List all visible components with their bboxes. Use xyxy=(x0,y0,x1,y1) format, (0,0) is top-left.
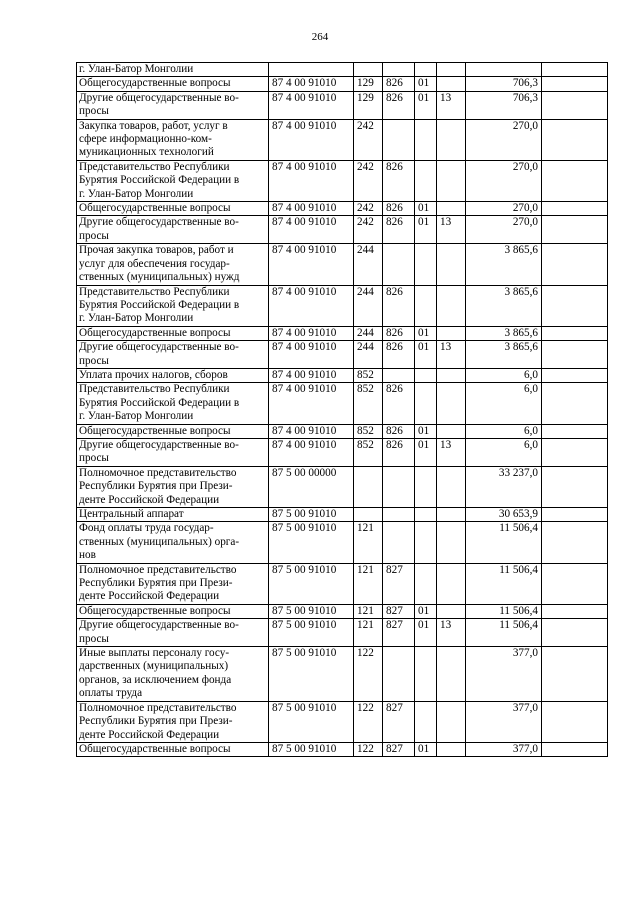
cell-amount: 6,0 xyxy=(466,438,542,466)
cell-amount: 3 865,6 xyxy=(466,285,542,326)
cell-grbs: 827 xyxy=(383,742,415,756)
cell-target-article: 87 5 00 91010 xyxy=(269,647,354,702)
table-row xyxy=(77,63,608,77)
cell-expense-type: 129 xyxy=(354,91,383,119)
cell-section: 01 xyxy=(415,202,437,216)
cell-grbs: 827 xyxy=(383,619,415,647)
cell-subsection: 13 xyxy=(437,438,466,466)
cell-section: 01 xyxy=(415,438,437,466)
cell-expense-type: 129 xyxy=(354,77,383,91)
cell-amount: 11 506,4 xyxy=(466,522,542,563)
cell-empty xyxy=(542,508,608,522)
cell-section xyxy=(415,466,437,507)
cell-name: Другие общегосударственные во- просы xyxy=(77,341,269,369)
cell-name: Полномочное представительство Республики Бурятия при Прези- денте Российской Федерации xyxy=(77,701,269,742)
cell-empty xyxy=(542,604,608,618)
table-row xyxy=(77,647,608,702)
cell-empty xyxy=(542,119,608,160)
table-row xyxy=(77,619,608,647)
table-row xyxy=(77,466,608,507)
cell-name: Представительство Республики Бурятия Российской Федерации в г. Улан-Батор Монголии xyxy=(77,383,269,424)
cell-expense-type: 121 xyxy=(354,563,383,604)
cell-amount: 11 506,4 xyxy=(466,619,542,647)
cell-target-article: 87 4 00 91010 xyxy=(269,244,354,285)
cell-empty xyxy=(542,216,608,244)
cell-subsection xyxy=(437,466,466,507)
cell-grbs xyxy=(383,522,415,563)
cell-section xyxy=(415,285,437,326)
table-row xyxy=(77,326,608,340)
cell-empty xyxy=(542,326,608,340)
cell-name: Другие общегосударственные во- просы xyxy=(77,91,269,119)
cell-section xyxy=(415,522,437,563)
table-row xyxy=(77,563,608,604)
cell-empty xyxy=(542,438,608,466)
table-row xyxy=(77,91,608,119)
cell-grbs: 826 xyxy=(383,326,415,340)
cell-section xyxy=(415,63,437,77)
cell-grbs: 826 xyxy=(383,424,415,438)
cell-amount: 3 865,6 xyxy=(466,244,542,285)
cell-expense-type: 244 xyxy=(354,341,383,369)
cell-expense-type: 852 xyxy=(354,438,383,466)
cell-amount: 3 865,6 xyxy=(466,326,542,340)
cell-name: Представительство Республики Бурятия Российской Федерации в г. Улан-Батор Монголии xyxy=(77,285,269,326)
cell-grbs xyxy=(383,508,415,522)
cell-target-article: 87 4 00 91010 xyxy=(269,341,354,369)
cell-expense-type: 121 xyxy=(354,619,383,647)
cell-expense-type: 242 xyxy=(354,119,383,160)
cell-expense-type: 852 xyxy=(354,368,383,382)
cell-name: Общегосударственные вопросы xyxy=(77,326,269,340)
page-number: 264 xyxy=(311,31,329,43)
cell-target-article: 87 5 00 91010 xyxy=(269,701,354,742)
cell-section xyxy=(415,563,437,604)
cell-subsection: 13 xyxy=(437,91,466,119)
cell-grbs: 826 xyxy=(383,383,415,424)
table-row xyxy=(77,341,608,369)
cell-amount: 11 506,4 xyxy=(466,604,542,618)
cell-empty xyxy=(542,63,608,77)
cell-subsection xyxy=(437,522,466,563)
cell-target-article: 87 5 00 91010 xyxy=(269,742,354,756)
table-row xyxy=(77,119,608,160)
cell-subsection xyxy=(437,63,466,77)
cell-amount: 377,0 xyxy=(466,701,542,742)
cell-amount: 377,0 xyxy=(466,647,542,702)
table-row xyxy=(77,438,608,466)
table-row xyxy=(77,424,608,438)
cell-empty xyxy=(542,383,608,424)
cell-target-article: 87 4 00 91010 xyxy=(269,438,354,466)
table-row xyxy=(77,216,608,244)
cell-name: Общегосударственные вопросы xyxy=(77,604,269,618)
cell-target-article: 87 4 00 91010 xyxy=(269,326,354,340)
cell-section: 01 xyxy=(415,341,437,369)
cell-target-article: 87 5 00 00000 xyxy=(269,466,354,507)
cell-subsection: 13 xyxy=(437,341,466,369)
cell-amount: 6,0 xyxy=(466,368,542,382)
cell-target-article: 87 5 00 91010 xyxy=(269,563,354,604)
cell-amount: 33 237,0 xyxy=(466,466,542,507)
cell-grbs: 826 xyxy=(383,202,415,216)
cell-expense-type: 122 xyxy=(354,742,383,756)
cell-name: Общегосударственные вопросы xyxy=(77,742,269,756)
cell-name: Уплата прочих налогов, сборов xyxy=(77,368,269,382)
cell-expense-type: 122 xyxy=(354,701,383,742)
cell-target-article: 87 5 00 91010 xyxy=(269,508,354,522)
cell-subsection xyxy=(437,647,466,702)
cell-section xyxy=(415,383,437,424)
cell-expense-type: 121 xyxy=(354,522,383,563)
cell-empty xyxy=(542,160,608,201)
table-row xyxy=(77,244,608,285)
cell-target-article: 87 4 00 91010 xyxy=(269,202,354,216)
cell-target-article: 87 5 00 91010 xyxy=(269,522,354,563)
cell-grbs: 827 xyxy=(383,563,415,604)
cell-grbs: 826 xyxy=(383,216,415,244)
cell-empty xyxy=(542,424,608,438)
cell-grbs xyxy=(383,466,415,507)
cell-subsection xyxy=(437,77,466,91)
table-row xyxy=(77,160,608,201)
cell-target-article xyxy=(269,63,354,77)
cell-target-article: 87 4 00 91010 xyxy=(269,119,354,160)
cell-grbs: 826 xyxy=(383,77,415,91)
cell-amount: 6,0 xyxy=(466,383,542,424)
cell-target-article: 87 4 00 91010 xyxy=(269,216,354,244)
cell-grbs: 826 xyxy=(383,91,415,119)
cell-section: 01 xyxy=(415,216,437,244)
cell-name: Общегосударственные вопросы xyxy=(77,202,269,216)
cell-empty xyxy=(542,91,608,119)
cell-subsection xyxy=(437,202,466,216)
cell-name: Общегосударственные вопросы xyxy=(77,424,269,438)
cell-name: Другие общегосударственные во- просы xyxy=(77,216,269,244)
table-row xyxy=(77,285,608,326)
cell-expense-type: 121 xyxy=(354,604,383,618)
cell-expense-type: 244 xyxy=(354,326,383,340)
cell-grbs: 826 xyxy=(383,438,415,466)
cell-amount: 706,3 xyxy=(466,91,542,119)
cell-empty xyxy=(542,285,608,326)
table-row xyxy=(77,701,608,742)
cell-section xyxy=(415,508,437,522)
cell-empty xyxy=(542,522,608,563)
cell-target-article: 87 4 00 91010 xyxy=(269,383,354,424)
cell-target-article: 87 5 00 91010 xyxy=(269,619,354,647)
cell-section: 01 xyxy=(415,619,437,647)
cell-expense-type: 242 xyxy=(354,216,383,244)
cell-target-article: 87 4 00 91010 xyxy=(269,77,354,91)
cell-section xyxy=(415,244,437,285)
cell-target-article: 87 4 00 91010 xyxy=(269,285,354,326)
cell-expense-type xyxy=(354,508,383,522)
cell-name: Прочая закупка товаров, работ и услуг для обеспечения государ- ственных (муниципальных) нужд xyxy=(77,244,269,285)
cell-subsection xyxy=(437,368,466,382)
cell-section: 01 xyxy=(415,742,437,756)
cell-empty xyxy=(542,647,608,702)
cell-amount: 270,0 xyxy=(466,160,542,201)
cell-expense-type: 244 xyxy=(354,244,383,285)
cell-name: Другие общегосударственные во- просы xyxy=(77,438,269,466)
cell-section: 01 xyxy=(415,326,437,340)
table-row xyxy=(77,368,608,382)
cell-amount: 3 865,6 xyxy=(466,341,542,369)
cell-section: 01 xyxy=(415,91,437,119)
cell-amount: 11 506,4 xyxy=(466,563,542,604)
cell-grbs xyxy=(383,368,415,382)
cell-target-article: 87 4 00 91010 xyxy=(269,160,354,201)
cell-empty xyxy=(542,701,608,742)
cell-amount: 706,3 xyxy=(466,77,542,91)
cell-name: Центральный аппарат xyxy=(77,508,269,522)
cell-subsection: 13 xyxy=(437,216,466,244)
table-row xyxy=(77,383,608,424)
cell-section xyxy=(415,647,437,702)
cell-subsection xyxy=(437,701,466,742)
cell-section xyxy=(415,119,437,160)
cell-amount: 377,0 xyxy=(466,742,542,756)
cell-subsection xyxy=(437,563,466,604)
cell-subsection: 13 xyxy=(437,619,466,647)
cell-subsection xyxy=(437,424,466,438)
cell-amount: 270,0 xyxy=(466,216,542,244)
cell-subsection xyxy=(437,119,466,160)
cell-empty xyxy=(542,77,608,91)
cell-expense-type: 242 xyxy=(354,160,383,201)
cell-name: Закупка товаров, работ, услуг в сфере информационно-ком- муникационных технологий xyxy=(77,119,269,160)
cell-subsection xyxy=(437,742,466,756)
cell-subsection xyxy=(437,508,466,522)
cell-name: Фонд оплаты труда государ- ственных (муниципальных) орга- нов xyxy=(77,522,269,563)
cell-empty xyxy=(542,742,608,756)
cell-subsection xyxy=(437,285,466,326)
cell-name: Полномочное представительство Республики Бурятия при Прези- денте Российской Федерации xyxy=(77,466,269,507)
table-row xyxy=(77,604,608,618)
cell-section xyxy=(415,701,437,742)
cell-grbs: 827 xyxy=(383,701,415,742)
cell-grbs: 826 xyxy=(383,160,415,201)
cell-section xyxy=(415,160,437,201)
cell-empty xyxy=(542,619,608,647)
cell-expense-type: 122 xyxy=(354,647,383,702)
cell-grbs: 827 xyxy=(383,604,415,618)
cell-target-article: 87 4 00 91010 xyxy=(269,424,354,438)
table-row xyxy=(77,202,608,216)
budget-table xyxy=(76,62,608,757)
cell-amount: 6,0 xyxy=(466,424,542,438)
cell-name: Общегосударственные вопросы xyxy=(77,77,269,91)
cell-section: 01 xyxy=(415,77,437,91)
cell-empty xyxy=(542,466,608,507)
table-row xyxy=(77,522,608,563)
cell-grbs: 826 xyxy=(383,341,415,369)
cell-target-article: 87 4 00 91010 xyxy=(269,368,354,382)
cell-amount: 270,0 xyxy=(466,119,542,160)
cell-subsection xyxy=(437,244,466,285)
table-body xyxy=(77,63,608,757)
cell-grbs xyxy=(383,647,415,702)
cell-empty xyxy=(542,341,608,369)
cell-expense-type: 852 xyxy=(354,424,383,438)
cell-amount: 270,0 xyxy=(466,202,542,216)
table-row xyxy=(77,742,608,756)
cell-target-article: 87 5 00 91010 xyxy=(269,604,354,618)
cell-section xyxy=(415,368,437,382)
cell-amount xyxy=(466,63,542,77)
cell-amount: 30 653,9 xyxy=(466,508,542,522)
cell-subsection xyxy=(437,383,466,424)
cell-expense-type: 244 xyxy=(354,285,383,326)
cell-section: 01 xyxy=(415,424,437,438)
cell-expense-type xyxy=(354,466,383,507)
table-row xyxy=(77,77,608,91)
cell-subsection xyxy=(437,326,466,340)
cell-name: Другие общегосударственные во- просы xyxy=(77,619,269,647)
cell-grbs xyxy=(383,63,415,77)
cell-target-article: 87 4 00 91010 xyxy=(269,91,354,119)
cell-expense-type: 242 xyxy=(354,202,383,216)
cell-section: 01 xyxy=(415,604,437,618)
cell-empty xyxy=(542,368,608,382)
cell-name: Представительство Республики Бурятия Российской Федерации в г. Улан-Батор Монголии xyxy=(77,160,269,201)
cell-empty xyxy=(542,202,608,216)
cell-name: Полномочное представительство Республики Бурятия при Прези- денте Российской Федерации xyxy=(77,563,269,604)
cell-name: Иные выплаты персоналу госу- дарственных (муниципальных) органов, за исключением фонда оплаты труда xyxy=(77,647,269,702)
cell-name: г. Улан-Батор Монголии xyxy=(77,63,269,77)
cell-grbs: 826 xyxy=(383,285,415,326)
cell-empty xyxy=(542,244,608,285)
cell-subsection xyxy=(437,604,466,618)
cell-grbs xyxy=(383,244,415,285)
cell-empty xyxy=(542,563,608,604)
cell-grbs xyxy=(383,119,415,160)
cell-expense-type xyxy=(354,63,383,77)
table-row xyxy=(77,508,608,522)
cell-subsection xyxy=(437,160,466,201)
cell-expense-type: 852 xyxy=(354,383,383,424)
